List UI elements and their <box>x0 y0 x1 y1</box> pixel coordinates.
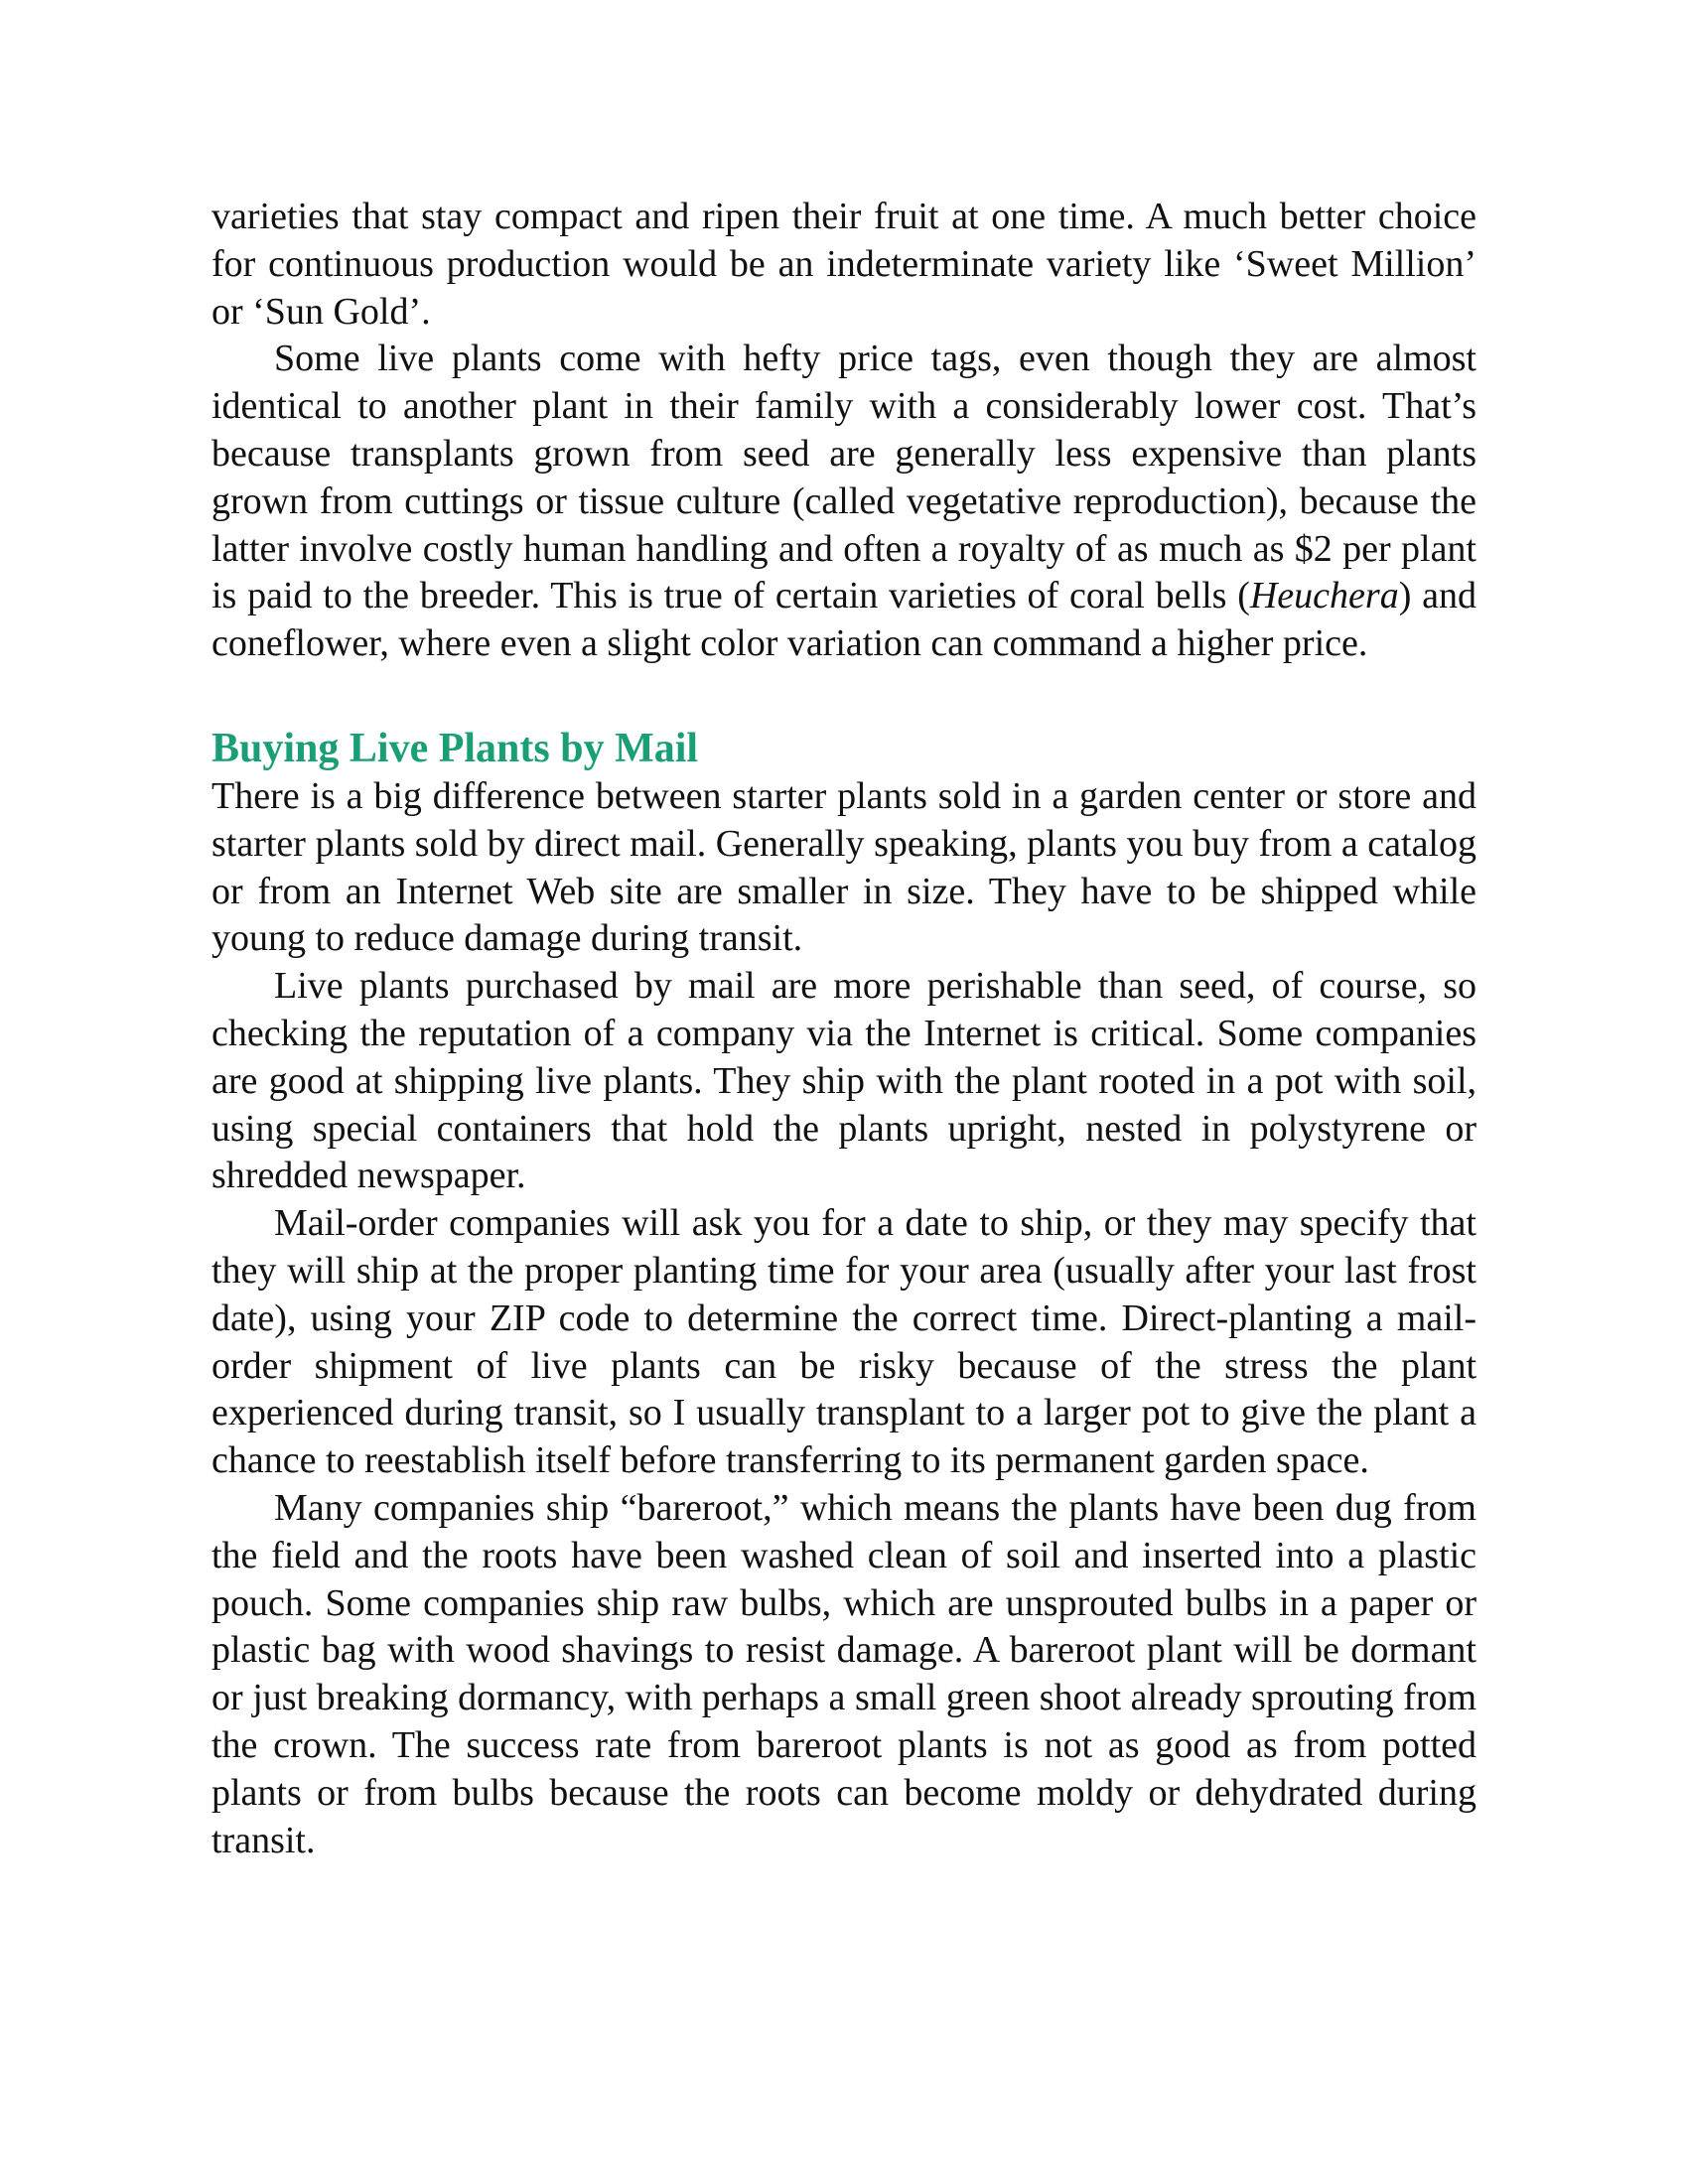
italic-term: Heuchera <box>1249 575 1399 617</box>
paragraph-price-tags <box>211 336 1477 668</box>
section-heading: Buying Live Plants by Mail <box>211 725 699 771</box>
paragraph-perishable: Live plants purchased by mail are more perishable than seed, of course, so checking the reputation of a company via the Internet is critical. Some companies are good at shipping live plants. They ship with the plant rooted in a pot with soil, using special containers that hold the plants upright, nested in polystyrene or shredded newspaper. <box>211 965 1477 1197</box>
paragraph-text: ) and coneflower, where even a slight color variation can command a higher price. <box>211 575 1477 665</box>
paragraph-ship-date: Mail-order companies will ask you for a date to ship, or they may specify that they will ship at the proper planting time for your area (usually after your last frost date), using your ZIP code to determine the correct time. Direct-planting a mail-order shipment of live plants can be risky because of the stress the plant experienced during transit, so I usually transplant to a larger pot to give the plant a chance to reestablish itself before transferring to its permanent garden space. <box>211 1202 1477 1482</box>
paragraph-text: Some live plants come with hefty price tags, even though they are almost identical to another plant in their family with a considerably lower cost. That’s because transplants grown from seed are generally less expensive than plants grown from cuttings or tissue culture (called vegetative reproduction), because the latter involve costly human handling and often a royalty of as much as $2 per plant is paid to the breeder. This is true of certain varieties of coral bells ( <box>211 338 1477 617</box>
paragraph-mail-intro: There is a big difference between starter plants sold in a garden center or store and starter plants sold by direct mail. Generally speaking, plants you buy from a catalog or from an Internet Web site are smaller in size. They have to be shipped while young to reduce damage during transit. <box>211 774 1477 960</box>
paragraph-bareroot: Many companies ship “bareroot,” which means the plants have been dug from the field and the roots have been washed clean of soil and inserted into a plastic pouch. Some companies ship raw bulbs, which are unsprouted bulbs in a paper or plastic bag with wood shavings to resist damage. A bareroot plant will be dormant or just breaking dormancy, with perhaps a small green shoot already sprouting from the crown. The success rate from bareroot plants is not as good as from potted plants or from bulbs because the roots can become moldy or dehydrated during transit. <box>211 1486 1477 1861</box>
paragraph-continued: varieties that stay compact and ripen their fruit at one time. A much better choice for continuous production would be an indeterminate variety like ‘Sweet Million’ or ‘Sun Gold’. <box>211 196 1477 333</box>
document-page <box>211 194 1477 1864</box>
